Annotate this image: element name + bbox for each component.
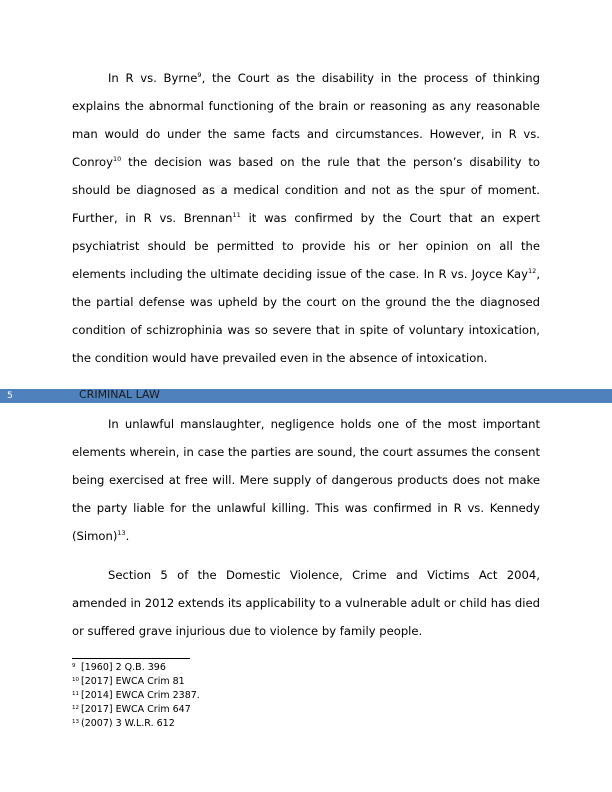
paragraph-text: , the Court as the disability in the process of thinking explains the abnormal functioning of the brain or reasoning as any reasonable man would do under the same facts and circumstances. However, in R vs. Conroy [72, 71, 541, 169]
footnote-mark: 12 [72, 705, 79, 711]
footnote-mark: 9 [72, 663, 76, 669]
footnote-mark: 13 [72, 719, 79, 725]
paragraph-text: In unlawful manslaughter, negligence holds one of the most important elements wherein, in case the parties are sound, the court assumes the consent being exercised at free will. Mere supply of dangerous products does not make the party liable for the unlawful killing. This was confirmed in R vs. Kennedy (Simon) [72, 417, 540, 543]
body-paragraph-1 [72, 64, 540, 372]
footnote-text: [2017] EWCA Crim 81 [81, 676, 185, 687]
paragraph-text: the decision was based on the rule that the person’s disability to should be diagnosed as a medical condition and not as the spur of moment. Further, in R vs. Brennan [72, 155, 540, 225]
paragraph-text: it was confirmed by the Court that an expert psychiatrist should be permitted to provide his or her opinion on all the elements including the ultimate deciding issue of the case. In R vs. Joyce Kay [72, 211, 541, 281]
body-paragraph-3 [72, 561, 540, 645]
footnote-reference: 13 [117, 529, 126, 537]
footnote [72, 674, 472, 688]
footnote [72, 688, 472, 702]
footnote-reference: 10 [113, 155, 122, 163]
footnote-reference: 12 [528, 267, 537, 275]
footnote [72, 716, 472, 730]
footnote-text: (2007) 3 W.L.R. 612 [81, 718, 175, 729]
footnote-mark: 11 [72, 691, 79, 697]
page-number: 5 [7, 391, 13, 401]
paragraph-text: , the partial defense was upheld by the court on the ground the the diagnosed condition of schizrophinia was so severe that in spite of voluntary intoxication, the condition would have prevailed even in the absence of intoxication. [72, 267, 540, 365]
running-header-title: CRIMINAL LAW [79, 388, 160, 401]
footnote [72, 660, 472, 674]
footnotes [72, 660, 472, 730]
footnote-mark: 10 [72, 677, 79, 683]
footnote-text: [1960] 2 Q.B. 396 [81, 662, 166, 673]
body-paragraph-2 [72, 410, 540, 550]
paragraph-text: . [125, 529, 130, 543]
footnote-reference: 11 [232, 211, 241, 219]
footnote-text: [2014] EWCA Crim 2387. [81, 690, 200, 701]
paragraph-text: In R vs. Byrne [108, 71, 198, 85]
paragraph-text: Section 5 of the Domestic Violence, Crime and Victims Act 2004, amended in 2012 extends its applicability to a vulnerable adult or child has died or suffered grave injurious due to violence by family people. [72, 568, 540, 638]
footnote [72, 702, 472, 716]
footnote-text: [2017] EWCA Crim 647 [81, 704, 191, 715]
footnote-separator [72, 658, 190, 659]
footnote-reference: 9 [197, 71, 202, 79]
